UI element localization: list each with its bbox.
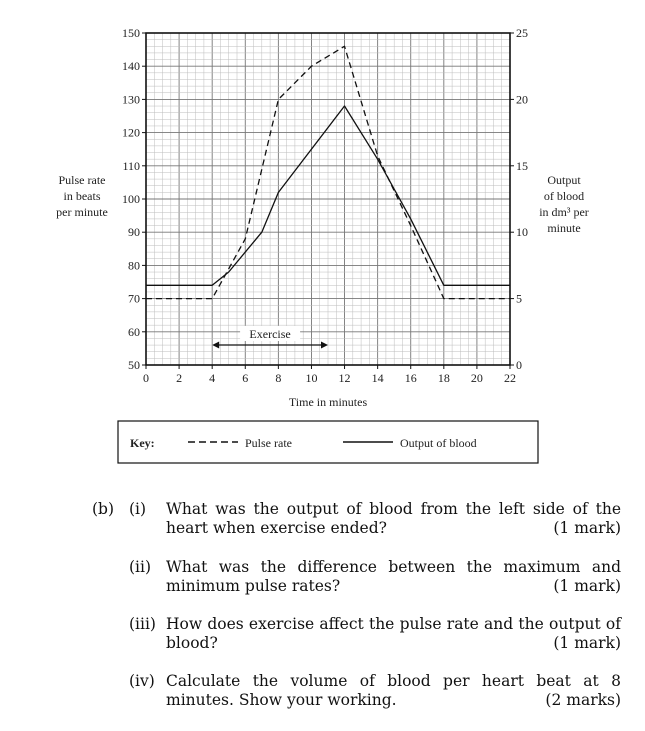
question-number: (iii) — [129, 615, 156, 633]
y-right-label-line2: of blood — [543, 189, 585, 203]
question-text-line2: minutes. Show your working. — [166, 691, 397, 709]
x-tick-label: 12 — [338, 371, 351, 385]
y-left-tick-label: 70 — [128, 291, 140, 306]
y-right-tick-label: 10 — [516, 225, 528, 240]
x-axis-label: Time in minutes — [288, 395, 368, 409]
question-number: (iv) — [129, 672, 155, 690]
question-text-line2: heart when exercise ended? — [166, 519, 387, 537]
question-marks: (1 mark) — [553, 519, 621, 537]
y-left-tick-label: 50 — [128, 358, 140, 372]
y-left-tick-label: 140 — [122, 59, 140, 74]
y-left-tick-label: 100 — [122, 192, 140, 206]
y-right-label-line4: minute — [547, 221, 581, 235]
question-text-line1: What was the output of blood from the left side of the — [166, 500, 621, 518]
question-marks: (1 mark) — [553, 634, 621, 652]
y-left-tick-label: 90 — [128, 225, 140, 240]
question-text-line1: How does exercise affect the pulse rate and the output of — [166, 615, 621, 633]
y-right-tick-label: 0 — [516, 358, 522, 372]
y-left-tick-label: 60 — [128, 324, 140, 339]
question-marks: (2 marks) — [545, 691, 621, 709]
x-tick-label: 10 — [305, 371, 318, 385]
question-text-line2: minimum pulse rates? — [166, 577, 341, 595]
legend-entry-output-of-blood: Output of blood — [400, 436, 477, 450]
legend-title: Key: — [130, 436, 155, 450]
question-number: (i) — [129, 500, 147, 518]
question-text-line1: Calculate the volume of blood per heart beat at 8 — [166, 672, 621, 690]
y-right-tick-label: 5 — [516, 291, 522, 306]
x-tick-label: 22 — [504, 371, 516, 385]
exercise-label: Exercise — [249, 327, 291, 341]
y-left-tick-label: 130 — [122, 92, 140, 107]
x-tick-label: 8 — [275, 371, 282, 385]
legend-entry-pulse-rate: Pulse rate — [245, 436, 292, 450]
y-right-tick-label: 20 — [516, 92, 528, 107]
y-right-tick-label: 15 — [516, 158, 528, 173]
x-tick-label: 20 — [470, 371, 483, 385]
question-text-line2: blood? — [166, 634, 218, 652]
question-number: (ii) — [129, 558, 152, 576]
exercise-annotation — [212, 326, 328, 349]
y-right-label-line3: in dm³ per — [539, 205, 589, 219]
x-tick-label: 4 — [209, 371, 216, 385]
legend — [118, 421, 538, 463]
question-text-line1: What was the difference between the maximum and — [166, 558, 621, 576]
y-right-label-line1: Output — [547, 173, 581, 187]
y-left-tick-label: 80 — [128, 258, 140, 273]
question-marks: (1 mark) — [553, 577, 621, 595]
x-tick-label: 2 — [176, 371, 183, 385]
y-left-tick-label: 120 — [122, 125, 140, 140]
x-tick-label: 6 — [242, 371, 249, 385]
y-left-label-line1: Pulse rate — [58, 173, 106, 187]
y-left-label-line2: in beats — [63, 189, 101, 203]
x-tick-label: 0 — [143, 371, 149, 385]
part-label: (b) — [92, 500, 115, 518]
x-tick-label: 18 — [437, 371, 450, 385]
x-tick-label: 14 — [371, 371, 384, 385]
y-left-tick-label: 110 — [122, 158, 140, 173]
y-left-label-line3: per minute — [56, 205, 108, 219]
x-tick-label: 16 — [404, 371, 417, 385]
y-left-tick-label: 150 — [122, 26, 140, 40]
y-right-tick-label: 25 — [516, 26, 528, 40]
chart-grid — [146, 33, 510, 365]
